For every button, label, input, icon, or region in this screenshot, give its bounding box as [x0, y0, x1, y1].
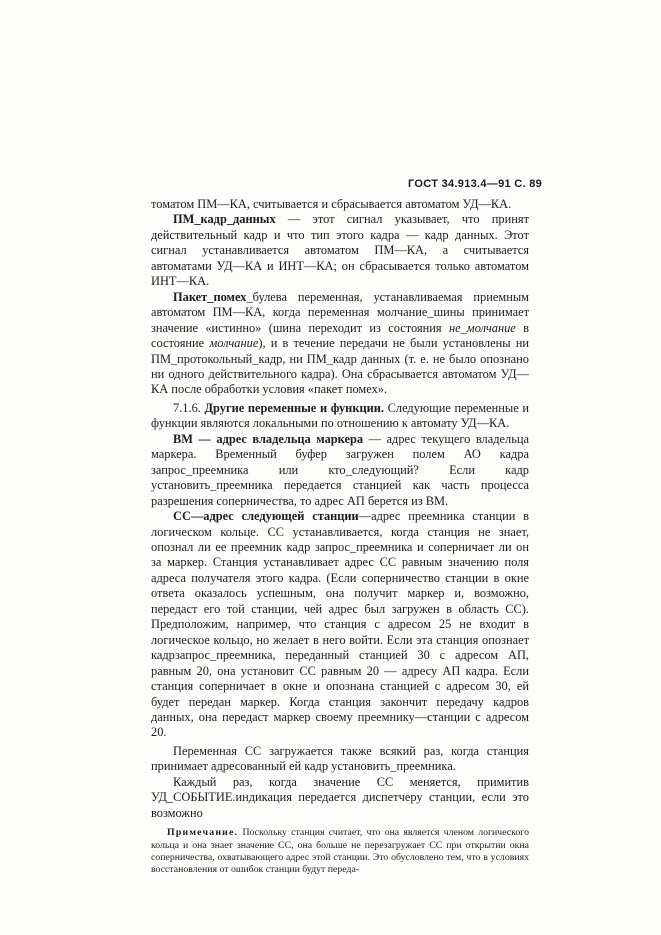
definition-text: —адрес преемника станции в логическом кольце. СС устанавливается, когда станция не знает, опознал ли ее преемник кадр запрос_преемника и соперничает ли он за маркер. Станция устанавливает адрес СС равным значению поля адреса получателя этого кадра. (Если соперничество станции в окне ответа оказалось успешным, она получит маркер и, возможно, передаст его той станции, чей адрес был загружен в область СС). Предположим, например, что станция с адресом 25 не входит в логическое кольцо, но желает в него войти. Если эта станция опознает кадрзапрос_преемника, переданный станцией 30 с адресом АП, равным 20, она установит СС равным 20 — адресу АП кадра. Если станция соперничает в окне и опознана станцией с адресом 30, ей будет передан маркер. Когда станция закончит передачу кадров данных, она передаст маркер своему преемнику—станции с адресом 20.	[151, 509, 529, 740]
definition-text: ), и в течение передачи не были установлены ни ПМ_протокольный_кадр, ни ПМ_кадр данных (т. е. не было опознано ни одного действительного кадра). Она сбрасывается автоматом УД—КА после обработки условия «пакет помех».	[151, 336, 529, 397]
paragraph-paket-pomeh	[151, 290, 529, 398]
paragraph-continuation: томатом ПМ—КА, считывается и сбрасывается автоматом УД—КА.	[151, 197, 512, 211]
footnote	[151, 827, 529, 877]
paragraph-vm	[151, 432, 529, 509]
definition-text: — адрес текущего владельца маркера. Временный буфер загружен полем АО кадра запрос_преемника или кто_следующий? Если кадр установить_преемника передается станцией как часть процесса разрешения соперничества, то адрес АП берется из ВМ.	[151, 431, 529, 508]
running-head: ГОСТ 34.913.4—91 С. 89	[408, 178, 543, 190]
section-number: 7.1.6.	[173, 400, 205, 415]
paragraph-ss-load: Переменная СС загружается также всякий раз, когда станция принимает адресованный ей кадр установить_преемника.	[151, 743, 529, 774]
footnote-text	[151, 827, 529, 877]
footnote-label: Примечание.	[167, 827, 239, 839]
footnote-body: Поскольку станция считает, что она является членом логического кольца и она знает значение СС, она больше не перезагружает СС при открытии окна соперничества, охватывающего адрес этой станции. Это обусловлено тем, что в условиях восстановления от ошибок станции будут переда-	[151, 827, 529, 876]
term-vm: ВМ — адрес владельца маркера	[173, 431, 364, 446]
definition-text: _булева переменная, устанавливаемая приемным автоматом ПМ—КА, когда переменная молчание_шины принимает значение «истинно» (шина переходит из состояния	[151, 289, 529, 335]
term-paket-pomeh: Пакет_помех	[173, 289, 247, 304]
paragraph-pm-kadr-dannyh	[151, 212, 529, 289]
definition-text: — этот сигнал указывает, что принят действительный кадр и что тип этого кадра — кадр данных. Этот сигнал устанавливается автоматом ПМ—КА, а считывается автоматами УД—КА и ИНТ—КА; он сбрасывается только автоматом ИНТ—КА.	[151, 212, 529, 289]
definition-text: в состояние	[151, 320, 529, 351]
section-text: Следующие переменные и функции являются локальными по отношению к автомату УД—КА.	[151, 400, 529, 431]
paragraph-ss	[151, 509, 529, 741]
page-body	[151, 197, 529, 877]
term-ss: СС—адрес следующей станции	[173, 509, 359, 524]
italic-term: молчание	[209, 336, 259, 351]
term-pm-kadr-dannyh: ПМ_кадр_данных	[173, 212, 276, 227]
section-7-1-6	[151, 401, 529, 432]
section-heading: Другие переменные и функции.	[204, 400, 384, 415]
italic-term: не_молчание	[448, 320, 516, 335]
paragraph-ss-change: Каждый раз, когда значение СС меняется, примитив УД_СОБЫТИЕ.индикация передается диспетчеру станции, если это возможно	[151, 774, 529, 820]
